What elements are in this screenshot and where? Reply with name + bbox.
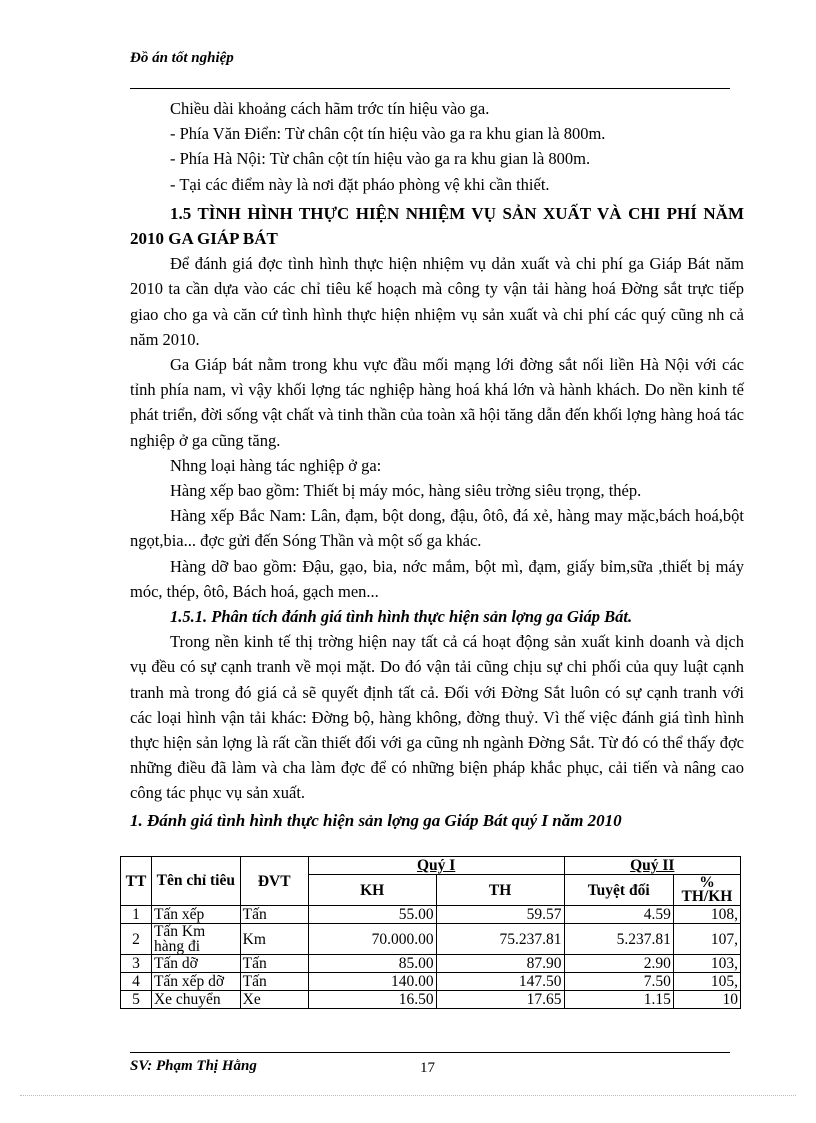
table-row bbox=[121, 924, 741, 955]
paragraph: Ga Giáp bát nằm trong khu vực đầu mối mạng lới đờng sắt nối liền Hà Nội với các tỉnh phía nam, vì vậy khối lợng tác nghiệp hàng hoá khá lớn và hành khách. Do nền kinh tế phát triển, đời sống vật chất và tinh thần của toàn xã hội tăng dẫn đến khối lợng hàng hoá tác nghiệp ở ga cũng tăng. bbox=[130, 355, 744, 450]
table-row bbox=[121, 906, 741, 924]
paragraph: Hàng dỡ bao gồm: Đậu, gạo, bia, nớc mắm, bột mì, đạm, giấy bỉm,sữa ,thiết bị máy móc, thép, ôtô, Bách hoá, gạch men... bbox=[130, 556, 744, 601]
row-kh: 140.00 bbox=[308, 973, 436, 991]
row-ten: Tấn dỡ bbox=[151, 955, 240, 973]
row-percent: 10 bbox=[673, 991, 740, 1009]
row-th: 87.90 bbox=[436, 955, 564, 973]
header-rule bbox=[130, 88, 730, 89]
row-tt: 3 bbox=[121, 955, 152, 973]
header-quy-1: Quý I bbox=[308, 857, 564, 875]
section-heading: 1.5 TÌNH HÌNH THỰC HIỆN NHIỆM VỤ SẢN XUẤT VÀ CHI PHÍ NĂM 2010 GA GIÁP BÁT bbox=[130, 203, 744, 249]
row-ten: Tấn xếp bbox=[151, 906, 240, 924]
row-tuyet-doi: 2.90 bbox=[564, 955, 673, 973]
row-th: 75.237.81 bbox=[436, 924, 564, 955]
row-tuyet-doi: 4.59 bbox=[564, 906, 673, 924]
page-header-title: Đồ án tốt nghiệp bbox=[130, 50, 234, 66]
table-title: 1. Đánh giá tình hình thực hiện sản lợng ga Giáp Bát quý I năm 2010 bbox=[130, 810, 622, 830]
row-tuyet-doi: 5.237.81 bbox=[564, 924, 673, 955]
paragraph: - Phía Hà Nội: Từ chân cột tín hiệu vào ga ra khu gian là 800m. bbox=[170, 149, 591, 169]
header-tt: TT bbox=[121, 857, 152, 906]
header-percent: % TH/KH bbox=[673, 875, 740, 906]
row-dvt: Tấn bbox=[240, 973, 308, 991]
paragraph: Hàng xếp bao gồm: Thiết bị máy móc, hàng siêu trờng siêu trọng, thép. bbox=[170, 481, 642, 501]
row-percent: 103, bbox=[673, 955, 740, 973]
row-tuyet-doi: 7.50 bbox=[564, 973, 673, 991]
row-th: 17.65 bbox=[436, 991, 564, 1009]
paragraph: Hàng xếp Bắc Nam: Lân, đạm, bột dong, đậu, ôtô, đá xẻ, hàng may mặc,bách hoá,bột ngọt,bia... đợc gửi đến Sóng Thần và một số ga khác. bbox=[130, 506, 744, 551]
header-tuyet-doi: Tuyệt đối bbox=[564, 875, 673, 906]
subsection-heading: 1.5.1. Phân tích đánh giá tình hình thực hiện sản lợng ga Giáp Bát. bbox=[170, 607, 633, 627]
row-dvt: Xe bbox=[240, 991, 308, 1009]
row-ten: Tấn Km hàng đi bbox=[151, 924, 240, 955]
row-dvt: Tấn bbox=[240, 906, 308, 924]
row-tuyet-doi: 1.15 bbox=[564, 991, 673, 1009]
paragraph: Nhng loại hàng tác nghiệp ở ga: bbox=[170, 455, 382, 475]
row-ten: Xe chuyển bbox=[151, 991, 240, 1009]
paragraph: Chiều dài khoảng cách hãm trớc tín hiệu vào ga. bbox=[170, 99, 490, 118]
row-th: 147.50 bbox=[436, 973, 564, 991]
table-row bbox=[121, 991, 741, 1009]
page-body bbox=[130, 96, 744, 833]
row-percent: 108, bbox=[673, 906, 740, 924]
header-kh: KH bbox=[308, 875, 436, 906]
row-tt: 2 bbox=[121, 924, 152, 955]
header-quy-2: Quý II bbox=[564, 857, 740, 875]
row-percent: 107, bbox=[673, 924, 740, 955]
header-dvt: ĐVT bbox=[240, 857, 308, 906]
row-tt: 1 bbox=[121, 906, 152, 924]
paragraph: Trong nền kinh tế thị trờng hiện nay tất cả cá hoạt động sản xuất kinh doanh và dịch vụ đều có sự cạnh tranh về mọi mặt. Do đó vận tải cũng chịu sự chi phối của quy luật cạnh tranh mà trong đó giá cả sẽ quyết định tất cả. Đối với Đờng Sắt luôn có sự cạnh tranh với các loại hình vận tải khác: Đờng bộ, hàng không, đờng thuỷ. Vì thế việc đánh giá tình hình thực hiện sản lợng là rất cần thiết đối với ga cũng nh ngành Đờng Sắt. Từ đó có thể thấy đợc những điều đã làm và cha làm đợc để có những biện pháp khắc phục, cải tiến và nâng cao công tác phục vụ sản xuất. bbox=[130, 632, 744, 803]
footer-author: SV: Phạm Thị Hằng bbox=[130, 1058, 257, 1074]
paragraph: Để đánh giá đợc tình hình thực hiện nhiệm vụ dản xuất và chi phí ga Giáp Bát năm 2010 ta cần dựa vào các chỉ tiêu kế hoạch mà công ty vận tải hàng hoá Đờng sắt trực tiếp giao cho ga và căn cứ tình hình thực hiện nhiệm vụ sản xuất và chi phí các quý cũng nh cả năm 2010. bbox=[130, 254, 744, 349]
row-kh: 85.00 bbox=[308, 955, 436, 973]
table-row bbox=[121, 973, 741, 991]
header-th: TH bbox=[436, 875, 564, 906]
table-row bbox=[121, 955, 741, 973]
row-percent: 105, bbox=[673, 973, 740, 991]
row-kh: 70.000.00 bbox=[308, 924, 436, 955]
row-dvt: Km bbox=[240, 924, 308, 955]
row-ten: Tấn xếp dỡ bbox=[151, 973, 240, 991]
row-kh: 55.00 bbox=[308, 906, 436, 924]
row-kh: 16.50 bbox=[308, 991, 436, 1009]
row-th: 59.57 bbox=[436, 906, 564, 924]
row-tt: 4 bbox=[121, 973, 152, 991]
paragraph: - Phía Văn Điển: Từ chân cột tín hiệu vào ga ra khu gian là 800m. bbox=[170, 124, 606, 144]
footer-rule bbox=[130, 1052, 730, 1053]
production-table bbox=[120, 856, 741, 1009]
row-dvt: Tấn bbox=[240, 955, 308, 973]
row-tt: 5 bbox=[121, 991, 152, 1009]
page-number: 17 bbox=[420, 1060, 435, 1076]
header-ten-chi-tieu: Tên chỉ tiêu bbox=[151, 857, 240, 906]
page-edge bbox=[20, 1095, 796, 1096]
paragraph: - Tại các điểm này là nơi đặt pháo phòng vệ khi cần thiết. bbox=[170, 174, 550, 194]
